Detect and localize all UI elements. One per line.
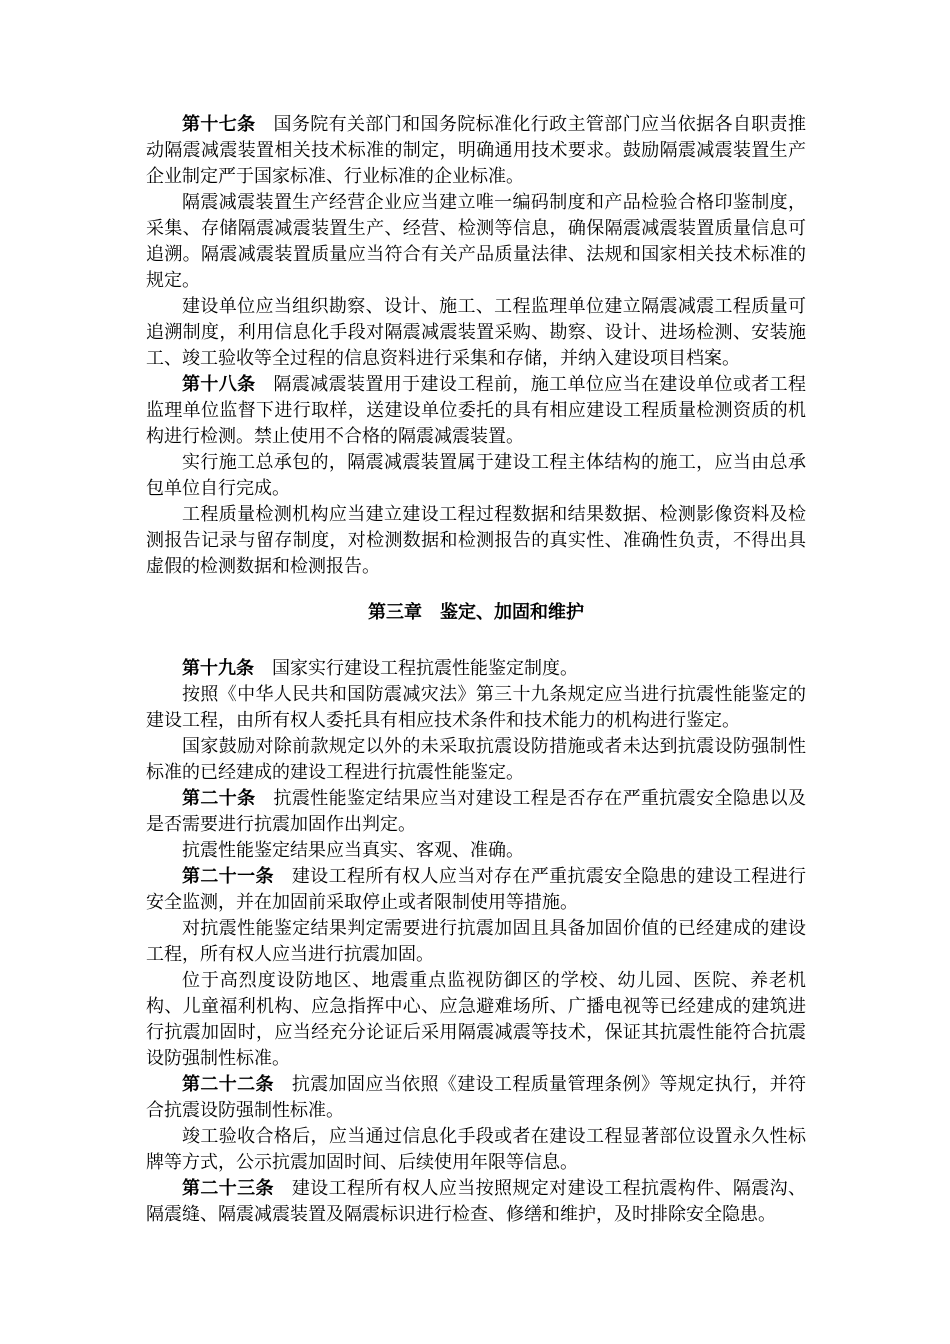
article-23-number: 第二十三条 bbox=[182, 1178, 274, 1199]
article-23-paragraph-1 bbox=[146, 1176, 806, 1228]
article-19-paragraph-1 bbox=[146, 656, 806, 682]
article-20-paragraph-2: 抗震性能鉴定结果应当真实、客观、准确。 bbox=[182, 840, 524, 861]
article-18-paragraph-1 bbox=[146, 372, 806, 450]
article-21-paragraph-1 bbox=[146, 864, 806, 916]
article-21-paragraph-3: 位于高烈度设防地区、地震重点监视防御区的学校、幼儿园、医院、养老机构、儿童福利机构、应急指挥中心、应急避难场所、广播电视等已经建成的建筑进行抗震加固时，应当经充分论证后采用隔震减震等技术，保证其抗震性能符合抗震设防强制性标准。 bbox=[146, 970, 806, 1069]
article-20-text: 抗震性能鉴定结果应当对建设工程是否存在严重抗震安全隐患以及是否需要进行抗震加固作出判定。 bbox=[146, 788, 806, 835]
article-17-paragraph-3: 建设单位应当组织勘察、设计、施工、工程监理单位建立隔震减震工程质量可追溯制度，利用信息化手段对隔震减震装置采购、勘察、设计、进场检测、安装施工、竣工验收等全过程的信息资料进行采集和存储，并纳入建设项目档案。 bbox=[146, 296, 806, 369]
article-17-paragraph-2: 隔震减震装置生产经营企业应当建立唯一编码制度和产品检验合格印鉴制度，采集、存储隔震减震装置生产、经营、检测等信息，确保隔震减震装置质量信息可追溯。隔震减震装置质量应当符合有关产品质量法律、法规和国家相关技术标准的规定。 bbox=[146, 192, 806, 291]
article-17-number: 第十七条 bbox=[182, 114, 256, 135]
article-17-paragraph-1 bbox=[146, 112, 806, 190]
article-22-paragraph-1 bbox=[146, 1072, 806, 1124]
article-23-text: 建设工程所有权人应当按照规定对建设工程抗震构件、隔震沟、隔震缝、隔震减震装置及隔震标识进行检查、修缮和维护，及时排除安全隐患。 bbox=[146, 1178, 806, 1225]
article-19-number: 第十九条 bbox=[182, 658, 254, 679]
article-17-text: 国务院有关部门和国务院标准化行政主管部门应当依据各自职责推动隔震减震装置相关技术标准的制定，明确通用技术要求。鼓励隔震减震装置生产企业制定严于国家标准、行业标准的企业标准。 bbox=[146, 114, 806, 187]
article-20-number: 第二十条 bbox=[182, 788, 256, 809]
article-19-text: 国家实行建设工程抗震性能鉴定制度。 bbox=[272, 658, 578, 679]
article-19-paragraph-2: 按照《中华人民共和国防震减灾法》第三十九条规定应当进行抗震性能鉴定的建设工程，由所有权人委托具有相应技术条件和技术能力的机构进行鉴定。 bbox=[146, 684, 806, 731]
article-21-number: 第二十一条 bbox=[182, 866, 274, 887]
document-body bbox=[146, 112, 806, 1228]
article-19-paragraph-3: 国家鼓励对除前款规定以外的未采取抗震设防措施或者未达到抗震设防强制性标准的已经建成的建设工程进行抗震性能鉴定。 bbox=[146, 736, 806, 783]
article-18-paragraph-3: 工程质量检测机构应当建立建设工程过程数据和结果数据、检测影像资料及检测报告记录与留存制度，对检测数据和检测报告的真实性、准确性负责，不得出具虚假的检测数据和检测报告。 bbox=[146, 504, 806, 577]
chapter-3-heading: 第三章 鉴定、加固和维护 bbox=[368, 602, 584, 623]
article-22-paragraph-2: 竣工验收合格后，应当通过信息化手段或者在建设工程显著部位设置永久性标牌等方式，公示抗震加固时间、后续使用年限等信息。 bbox=[146, 1126, 806, 1173]
article-21-text: 建设工程所有权人应当对存在严重抗震安全隐患的建设工程进行安全监测，并在加固前采取停止或者限制使用等措施。 bbox=[146, 866, 806, 913]
article-18-paragraph-2: 实行施工总承包的，隔震减震装置属于建设工程主体结构的施工，应当由总承包单位自行完成。 bbox=[146, 452, 806, 499]
article-18-number: 第十八条 bbox=[182, 374, 256, 395]
article-20-paragraph-1 bbox=[146, 786, 806, 838]
article-18-text: 隔震减震装置用于建设工程前，施工单位应当在建设单位或者工程监理单位监督下进行取样，送建设单位委托的具有相应建设工程质量检测资质的机构进行检测。禁止使用不合格的隔震减震装置。 bbox=[146, 374, 806, 447]
article-22-number: 第二十二条 bbox=[182, 1074, 274, 1095]
article-21-paragraph-2: 对抗震性能鉴定结果判定需要进行抗震加固且具备加固价值的已经建成的建设工程，所有权人应当进行抗震加固。 bbox=[146, 918, 806, 965]
article-22-text: 抗震加固应当依照《建设工程质量管理条例》等规定执行，并符合抗震设防强制性标准。 bbox=[146, 1074, 806, 1121]
